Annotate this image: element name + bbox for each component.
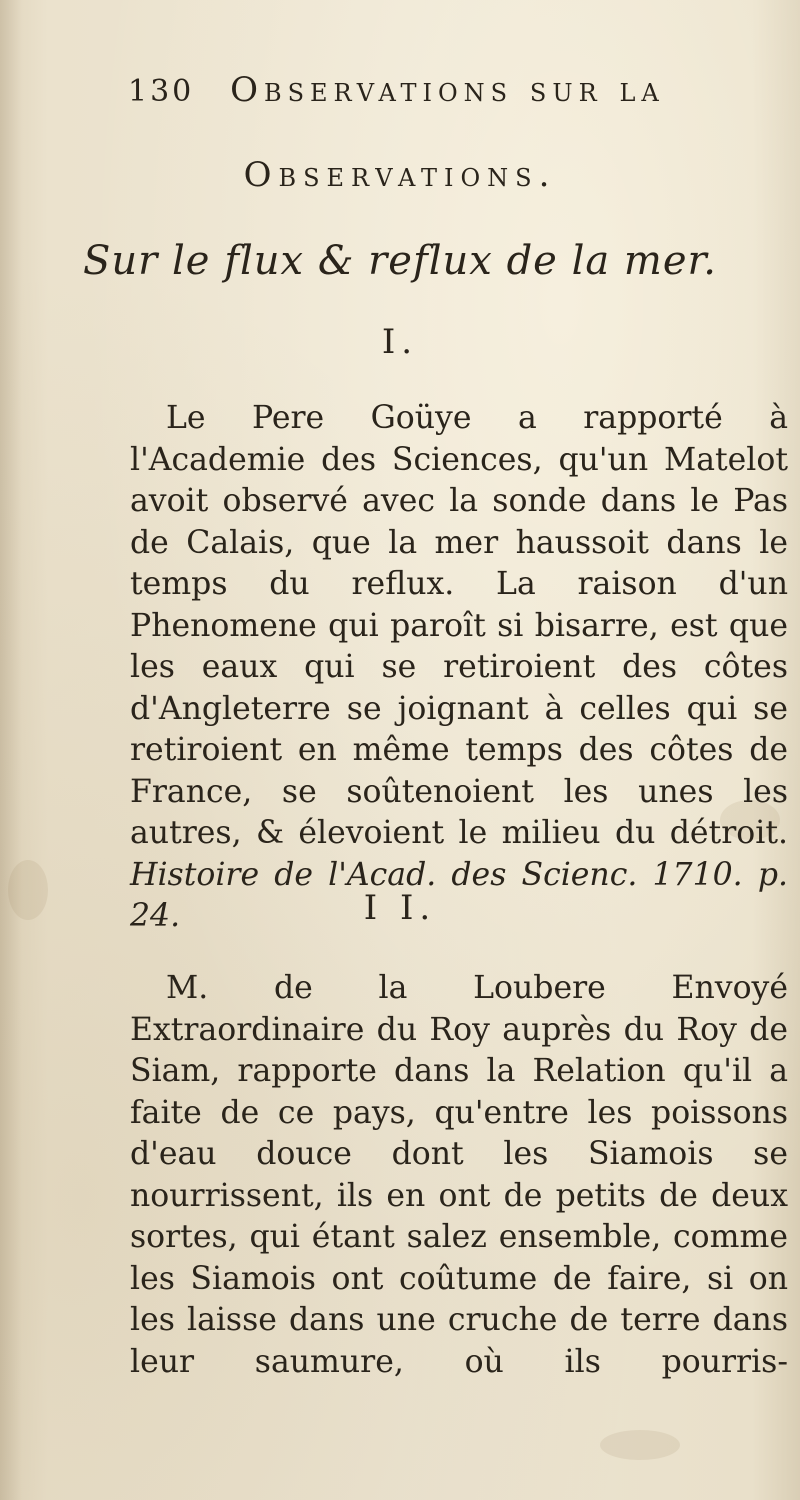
citation: Histoire de l'Acad. des Scienc. 1710. p. 24. bbox=[130, 856, 788, 934]
running-head bbox=[128, 70, 728, 120]
paragraph-text: Le Pere Goüye a rapporté à l'Academie des Sciences, qu'un Matelot avoit observé avec la sonde dans le Pas de Calais, que la mer haussoit dans le temps du reflux. La raison d'un Phenomene qui paroît si bisarre, est que les eaux qui se retiroient des côtes d'Angleterre se joignant à celles qui se retiroient en même temps des côtes de France, se soûtenoient les unes les autres, & élevoient le milieu du détroit. bbox=[130, 400, 788, 851]
gutter-shadow bbox=[0, 0, 22, 1500]
running-head-title: Observations sur la bbox=[230, 70, 665, 110]
paper-stain bbox=[600, 1430, 680, 1460]
section-subtitle: Sur le flux & reflux de la mer. bbox=[83, 238, 717, 284]
section-heading: Observations. bbox=[243, 155, 557, 195]
paragraph-numeral: I. bbox=[381, 322, 419, 362]
paragraph-body bbox=[130, 398, 788, 938]
page-number: 130 bbox=[128, 74, 195, 109]
paragraph-numeral: I I. bbox=[363, 888, 437, 928]
paragraph-text: M. de la Loubere Envoyé Extraordinaire du Roy auprès du Roy de Siam, rapporte dans la Relation qu'il a faite de ce pays, qu'entre les poissons d'eau douce dont les Siamois se nourrissent, ils en ont de petits de deux sortes, qui étant salez ensemble, comme les Siamois ont coûtume de faire, si on les laisse dans une cruche de terre dans leur saumure, où ils pourris- bbox=[130, 970, 788, 1380]
paragraph-body bbox=[130, 968, 788, 1383]
